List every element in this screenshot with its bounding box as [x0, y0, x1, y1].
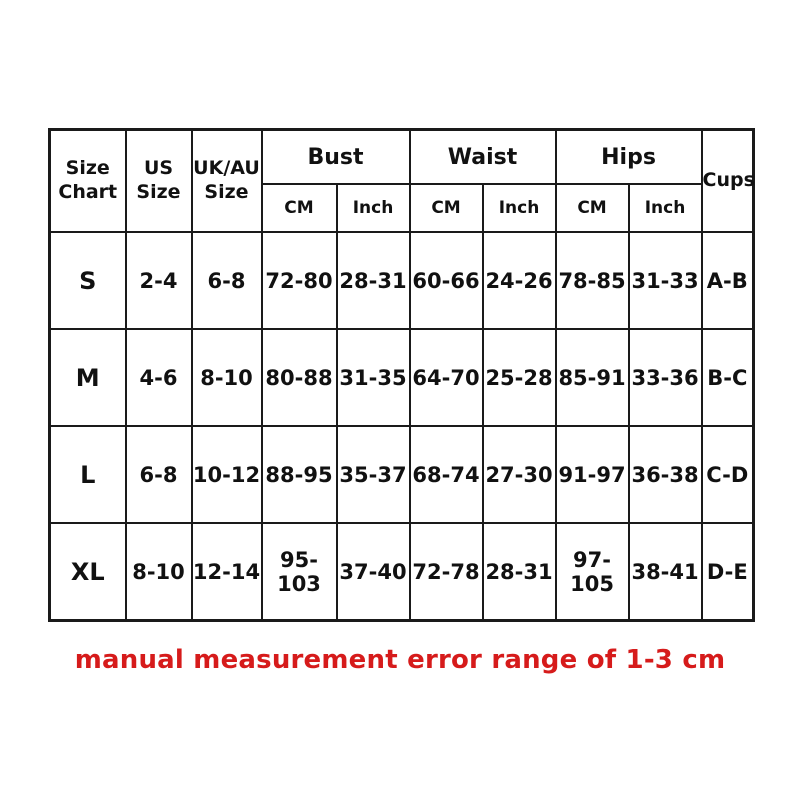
- table-row: [50, 329, 754, 426]
- cell-waist-cm: 68-74: [410, 426, 483, 523]
- header-bust-inch: Inch: [337, 184, 410, 232]
- cell-us-size: 2-4: [126, 232, 192, 329]
- cell-waist-cm: 72-78: [410, 523, 483, 621]
- cell-cups: A-B: [702, 232, 754, 329]
- cell-bust-inch: 28-31: [337, 232, 410, 329]
- table-row: [50, 426, 754, 523]
- cell-size: XL: [50, 523, 126, 621]
- cell-hips-inch: 38-41: [629, 523, 702, 621]
- size-chart-container: [48, 128, 755, 622]
- cell-hips-inch: 36-38: [629, 426, 702, 523]
- cell-cups: C-D: [702, 426, 754, 523]
- cell-waist-cm: 60-66: [410, 232, 483, 329]
- cell-us-size: 4-6: [126, 329, 192, 426]
- cell-waist-inch: 25-28: [483, 329, 556, 426]
- header-size-chart-line1: Size: [65, 157, 110, 180]
- cell-waist-inch: 28-31: [483, 523, 556, 621]
- header-bust: Bust: [262, 130, 410, 185]
- cell-bust-cm: 72-80: [262, 232, 337, 329]
- header-waist-cm: CM: [410, 184, 483, 232]
- cell-hips-cm: 85-91: [556, 329, 629, 426]
- cell-us-size: 8-10: [126, 523, 192, 621]
- measurement-note: manual measurement error range of 1-3 cm: [74, 645, 726, 675]
- cell-bust-inch: 37-40: [337, 523, 410, 621]
- header-hips-cm: CM: [556, 184, 629, 232]
- cell-bust-cm: 95-103: [262, 523, 337, 621]
- header-waist-inch: Inch: [483, 184, 556, 232]
- cell-hips-cm: 78-85: [556, 232, 629, 329]
- cell-bust-inch: 35-37: [337, 426, 410, 523]
- cell-waist-cm: 64-70: [410, 329, 483, 426]
- header-size-chart-line2: Chart: [58, 181, 118, 203]
- table-header: [50, 130, 754, 233]
- header-cups: Cups: [702, 130, 754, 233]
- header-bust-cm: CM: [262, 184, 337, 232]
- cell-size: L: [50, 426, 126, 523]
- cell-hips-inch: 33-36: [629, 329, 702, 426]
- table-body: [50, 232, 754, 621]
- cell-cups: D-E: [702, 523, 754, 621]
- cell-hips-cm: 91-97: [556, 426, 629, 523]
- cell-size: S: [50, 232, 126, 329]
- cell-us-size: 6-8: [126, 426, 192, 523]
- cell-waist-inch: 27-30: [483, 426, 556, 523]
- cell-uk-au-size: 8-10: [192, 329, 262, 426]
- header-us-size-line2: Size: [136, 181, 181, 203]
- cell-uk-au-size: 6-8: [192, 232, 262, 329]
- header-size-chart: [50, 130, 126, 233]
- size-chart-table: [48, 128, 755, 622]
- header-row-groups: [50, 130, 754, 185]
- cell-bust-cm: 88-95: [262, 426, 337, 523]
- cell-uk-au-size: 10-12: [192, 426, 262, 523]
- header-uk-au-size-line1: UK/AU: [193, 157, 260, 180]
- header-hips: Hips: [556, 130, 702, 185]
- header-hips-inch: Inch: [629, 184, 702, 232]
- cell-size: M: [50, 329, 126, 426]
- cell-cups: B-C: [702, 329, 754, 426]
- table-row: [50, 523, 754, 621]
- header-us-size-line1: US: [143, 157, 174, 180]
- header-us-size: [126, 130, 192, 233]
- header-waist: Waist: [410, 130, 556, 185]
- header-uk-au-size: [192, 130, 262, 233]
- header-uk-au-size-line2: Size: [204, 181, 249, 203]
- cell-bust-inch: 31-35: [337, 329, 410, 426]
- cell-bust-cm: 80-88: [262, 329, 337, 426]
- table-row: [50, 232, 754, 329]
- cell-hips-inch: 31-33: [629, 232, 702, 329]
- cell-hips-cm: 97-105: [556, 523, 629, 621]
- cell-waist-inch: 24-26: [483, 232, 556, 329]
- cell-uk-au-size: 12-14: [192, 523, 262, 621]
